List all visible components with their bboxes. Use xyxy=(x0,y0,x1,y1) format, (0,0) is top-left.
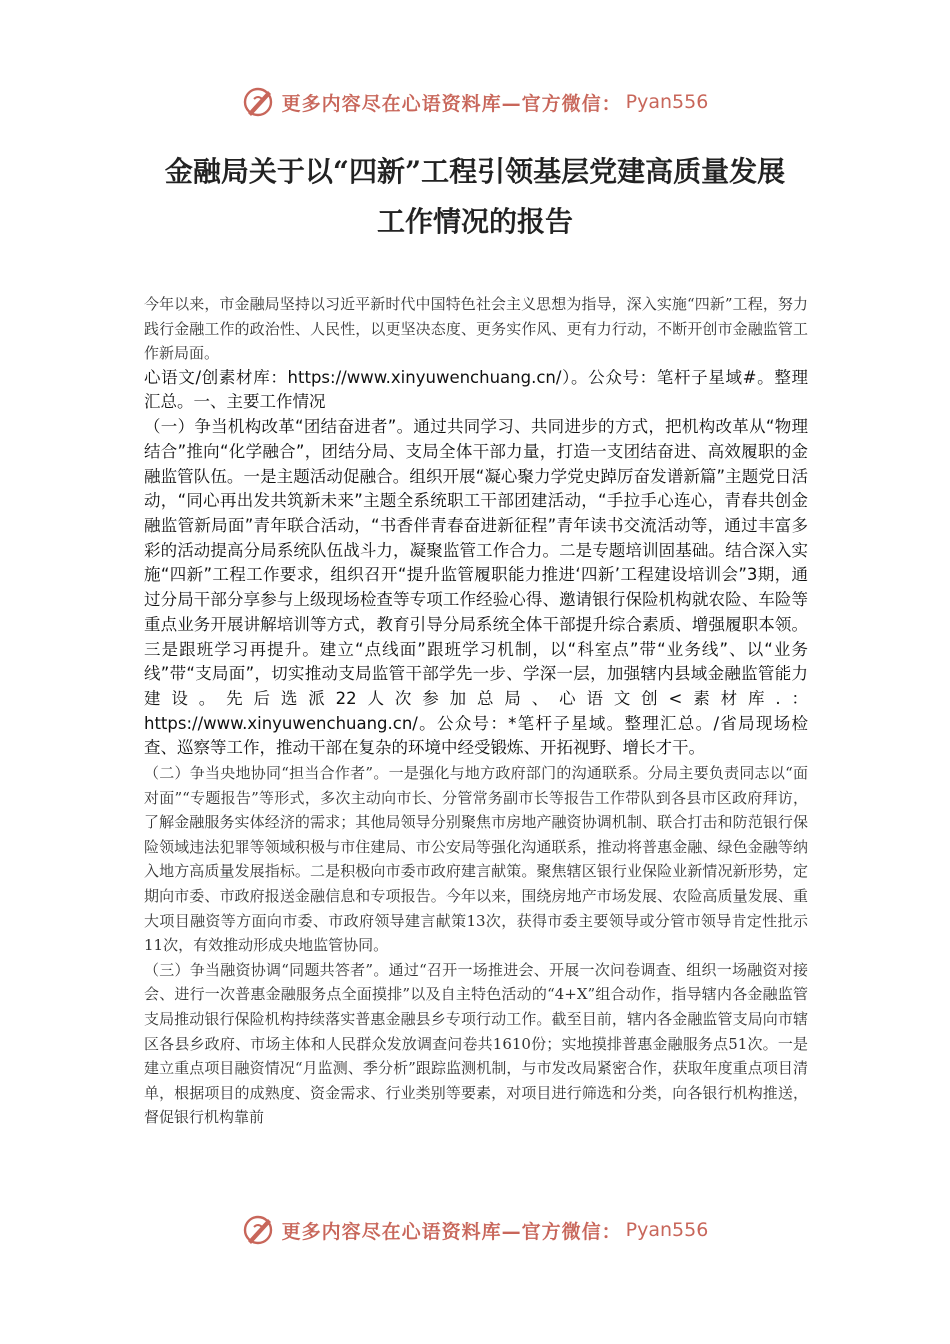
banner-wechat-id: Pyan556 xyxy=(625,1219,709,1241)
footer-watermark-banner xyxy=(0,1210,950,1250)
source-note-paragraph: 心语文/创素材库：https://www.xinyuwenchuang.cn/）。公众号：笔杆子星域#。整理汇总。一、主要工作情况 xyxy=(144,367,808,412)
pen-logo-icon xyxy=(242,85,276,119)
banner-wechat-id: Pyan556 xyxy=(625,91,709,113)
document-body xyxy=(144,292,808,1130)
page-title-line2: 工作情况的报告 xyxy=(376,205,573,238)
page-title-line1: 金融局关于以“四新”工程引领基层党建高质量发展 xyxy=(164,155,786,188)
section-2-paragraph: （二）争当央地协同“担当合作者”。一是强化与地方政府部门的沟通联系。分局主要负责同志以“面对面”“专题报告”等形式，多次主动向市长、分管常务副市长等报告工作带队到各县市区政府拜访，了解金融服务实体经济的需求；其他局领导分别聚焦市房地产融资协调机制、联合打击和防范银行保险领域违法犯罪等领域积极与市住建局、市公安局等强化沟通联系，推动将普惠金融、绿色金融等纳入地方高质量发展指标。二是积极向市委市政府建言献策。聚焦辖区银行业保险业新情况新形势，定期向市委、市政府报送金融信息和专项报告。今年以来，围绕房地产市场发展、农险高质量发展、重大项目融资等方面向市委、市政府领导建言献策13次，获得市委主要领导或分管市领导肯定性批示11次，有效推动形成央地监管协同。 xyxy=(144,764,808,955)
header-watermark-banner xyxy=(0,82,950,122)
intro-paragraph: 今年以来，市金融局坚持以习近平新时代中国特色社会主义思想为指导，深入实施“四新”工程，努力践行金融工作的政治性、人民性，以更坚决态度、更务实作风、更有力行动，不断开创市金融监管工作新局面。 xyxy=(144,295,808,363)
section-1-paragraph: （一）争当机构改革“团结奋进者”。通过共同学习、共同进步的方式，把机构改革从“物理结合”推向“化学融合”，团结分局、支局全体干部力量，打造一支团结奋进、高效履职的金融监管队伍。一是主题活动促融合。组织开展“凝心聚力学党史踔厉奋发谱新篇”主题党日活动，“同心再出发共筑新未来”主题全系统职工干部团建活动，“手拉手心连心，青春共创金融监管新局面”青年联合活动，“书香伴青春奋进新征程”青年读书交流活动等，通过丰富多彩的活动提高分局系统队伍战斗力，凝聚监管工作合力。二是专题培训固基础。结合深入实施“四新”工程工作要求，组织召开“提升监管履职能力推进‘四新’工程建设培训会”3期，通过分局干部分享参与上级现场检查等专项工作经验心得、邀请银行保险机构就农险、车险等重点业务开展讲解培训等方式，教育引导分局系统全体干部提升综合素质、增强履职本领。三是跟班学习再提升。建立“点线面”跟班学习机制，以“科室点”带“业务线”、以“业务线”带“支局面”，切实推动支局监管干部学先一步、学深一层，加强辖内县域金融监管能力建设。先后选派22人次参加总局、心语文创<素材库.：https://www.xinyuwenchuang.cn/。公众号：*笔杆子星域。整理汇总。/省局现场检查、巡察等工作，推动干部在复杂的环境中经受锻炼、开拓视野、增长才干。 xyxy=(144,417,808,758)
section-3-paragraph: （三）争当融资协调“同题共答者”。通过“召开一场推进会、开展一次问卷调查、组织一场融资对接会、进行一次普惠金融服务点全面摸排”以及自主特色活动的“4+X”组合动作，指导辖内各金融监管支局推动银行保险机构持续落实普惠金融县乡专项行动工作。截至目前，辖内各金融监管支局向市辖区各县乡政府、市场主体和人民群众发放调查问卷共1610份；实地摸排普惠金融服务点51次。一是建立重点项目融资情况“月监测、季分析”跟踪监测机制，与市发改局紧密合作，获取年度重点项目清单，根据项目的成熟度、资金需求、行业类别等要素，对项目进行筛选和分类，向各银行机构推送，督促银行机构靠前 xyxy=(144,960,808,1127)
banner-text: 更多内容尽在心语资料库—官方微信： xyxy=(281,92,622,115)
pen-logo-icon xyxy=(242,1213,276,1247)
banner-text: 更多内容尽在心语资料库—官方微信： xyxy=(281,1220,622,1243)
